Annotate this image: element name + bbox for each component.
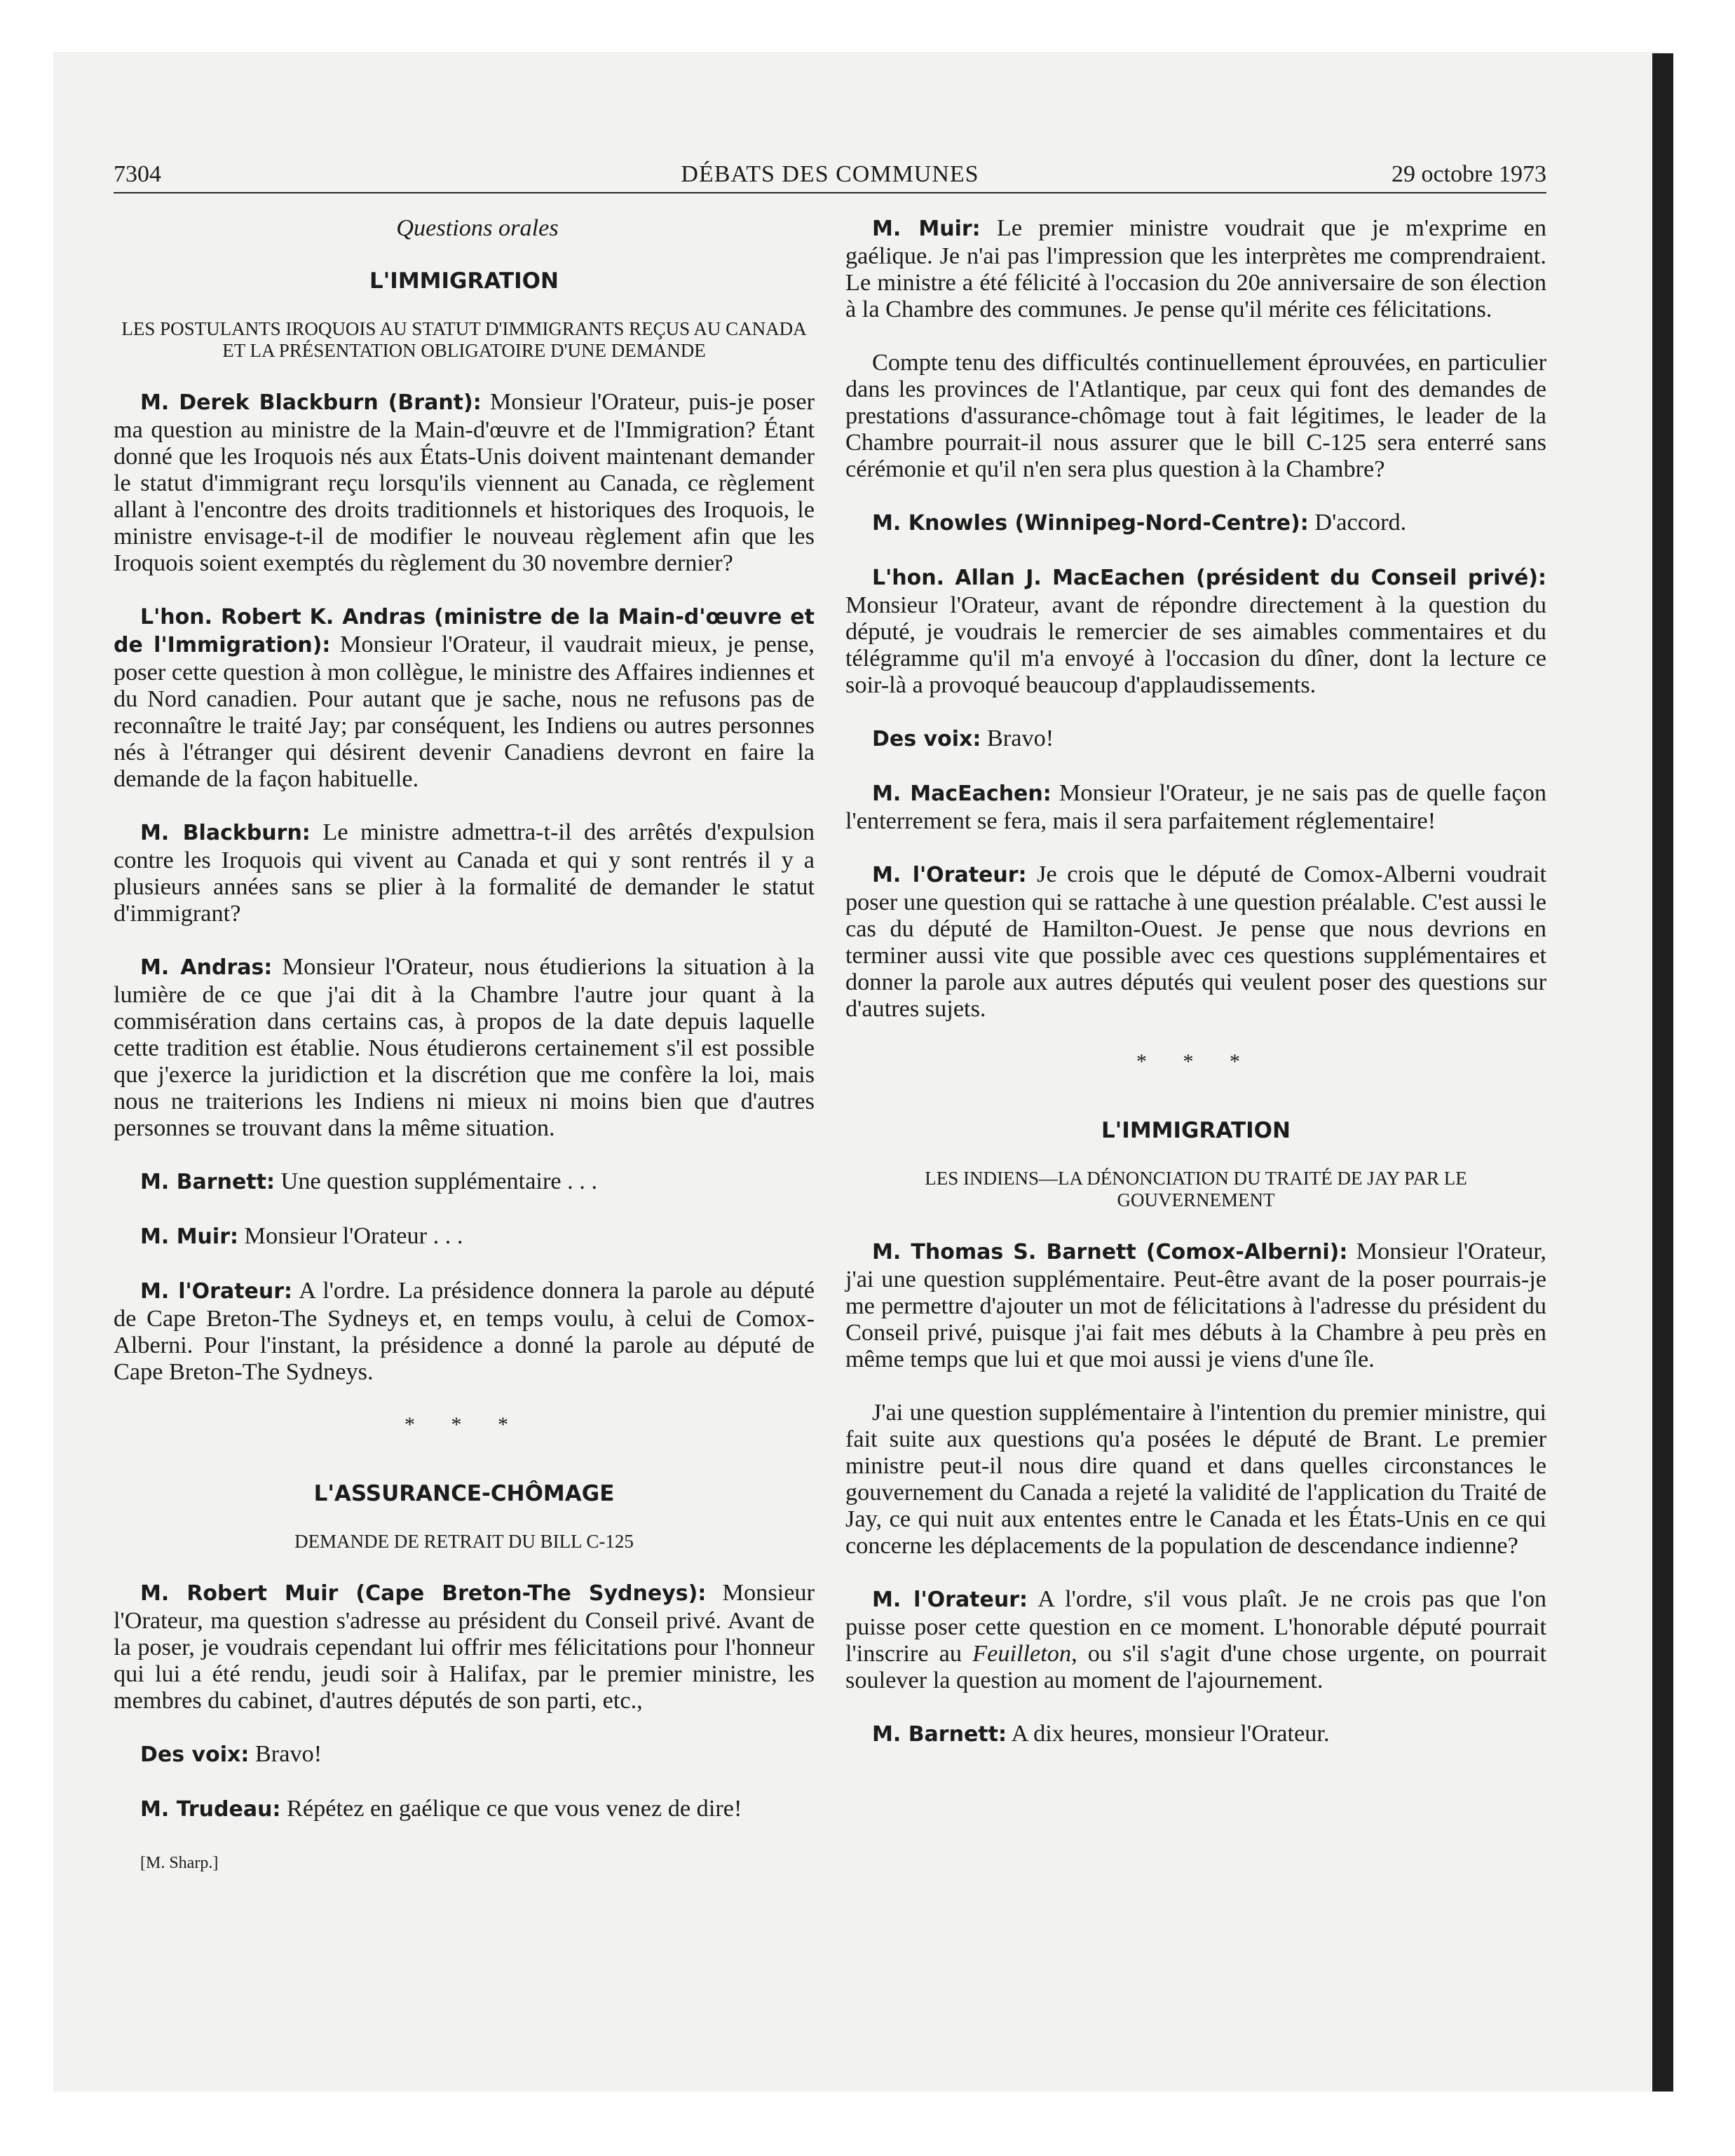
speaker-name: Des voix: xyxy=(140,1742,250,1767)
section-heading: L'IMMIGRATION xyxy=(1101,1118,1291,1143)
left-column xyxy=(114,214,815,1903)
speaker-name: L'hon. Allan J. MacEachen (président du Conseil privé): xyxy=(872,566,1546,590)
speaker-name: M. Blackburn: xyxy=(140,821,311,845)
speech-text: A l'ordre, s'il vous plaît. Je ne crois pas que l'on puisse poser cette question en ce moment. L'honorable député pourrait l'inscrire au xyxy=(845,1585,1547,1667)
speech-paragraph xyxy=(114,603,815,792)
section-subheading: LES POSTULANTS IROQUOIS AU STATUT D'IMMIGRANTS REÇUS AU CANADA ET LA PRÉSENTATION OBLIGATOIRE D'UNE DEMANDE xyxy=(121,318,807,361)
speech-paragraph xyxy=(845,509,1546,537)
speech-paragraph xyxy=(114,388,815,576)
speech-text: Une question supplémentaire . . . xyxy=(274,1168,598,1194)
speech-text: J'ai une question supplémentaire à l'intention du premier ministre, qui fait suite aux questions qu'a posées le député de Brant. Le premier ministre peut-il nous dire quand et dans quelles circonstances le gouvernement du Canada a rejeté la validité de l'application du Traité de Jay, ce qui nuit aux ententes entre le Canada et les États-Unis en ce qui concerne les déplacements de la population de descendance indienne? xyxy=(845,1399,1546,1559)
page-date: 29 octobre 1973 xyxy=(1392,161,1546,187)
speech-paragraph xyxy=(845,1720,1546,1748)
speaker-name: M. Robert Muir (Cape Breton-The Sydneys): xyxy=(140,1581,707,1606)
speaker-name: M. Knowles (Winnipeg-Nord-Centre): xyxy=(872,511,1309,535)
speech-paragraph xyxy=(845,1238,1546,1372)
right-column xyxy=(845,214,1546,1775)
speech-paragraph xyxy=(845,1585,1546,1693)
page-header xyxy=(114,160,1546,193)
speech-paragraph xyxy=(845,349,1546,482)
scan-edge-bar xyxy=(1652,53,1673,2092)
speech-paragraph xyxy=(114,1277,815,1385)
section-separator: * * * xyxy=(1136,1050,1256,1073)
speech-text: Je crois que le député de Comox-Alberni voudrait poser une question qui se rattache à une question préalable. C'est aussi le cas du député de Hamilton-Ouest. Je pense que nous devrions en terminer aussi vite que possible avec ces questions supplémentaires et donner la parole aux autres députés qui veulent poser des questions sur d'autres sujets. xyxy=(845,861,1547,1022)
speech-paragraph xyxy=(114,953,815,1141)
speech-text: Bravo! xyxy=(249,1740,322,1767)
speech-text: D'accord. xyxy=(1308,509,1407,535)
speech-paragraph xyxy=(845,779,1546,834)
speaker-name: M. l'Orateur: xyxy=(872,1588,1028,1612)
speaker-name: M. MacEachen: xyxy=(872,782,1052,806)
speech-paragraph xyxy=(114,1168,815,1196)
speech-paragraph xyxy=(114,1795,815,1823)
speech-text: Monsieur l'Orateur, j'ai une question supplémentaire. Peut-être avant de la poser pourrais-je me permettre d'ajouter un mot de félicitations à l'adresse du président du Conseil privé, puisque j'ai fait mes débuts à la Chambre à peu près en même temps que lui et que moi aussi je viens d'une île. xyxy=(845,1238,1546,1372)
speaker-name: M. Barnett: xyxy=(140,1170,275,1194)
speech-paragraph xyxy=(114,1579,815,1714)
margin-note: [M. Sharp.] xyxy=(140,1854,219,1872)
speech-paragraph xyxy=(114,1740,815,1768)
page-number: 7304 xyxy=(114,161,161,187)
speech-text: Le ministre admettra-t-il des arrêtés d'expulsion contre les Iroquois qui vivent au Canada et qui y sont rentrés il y a plusieurs années sans se plier à la formalité de demander le statut d'immigrant? xyxy=(114,819,815,927)
speaker-name: M. l'Orateur: xyxy=(140,1279,293,1304)
speech-text: Le premier ministre voudrait que je m'exprime en gaélique. Je n'ai pas l'impression que les interprètes me comprendraient. Le ministre a été félicité à l'occasion du 20e anniversaire de son élection à la Chambre des communes. Je pense qu'il mérite ces félicitations. xyxy=(845,214,1546,322)
speech-paragraph xyxy=(845,725,1546,753)
speech-paragraph xyxy=(845,861,1546,1022)
speech-text: Monsieur l'Orateur . . . xyxy=(238,1222,463,1249)
speaker-name: M. Barnett: xyxy=(872,1722,1007,1747)
section-subheading: DEMANDE DE RETRAIT DU BILL C-125 xyxy=(294,1531,634,1552)
speech-text: Monsieur l'Orateur, je ne sais pas de quelle façon l'enterrement se fera, mais il sera parfaitement réglementaire! xyxy=(845,779,1546,834)
speaker-name: Des voix: xyxy=(872,727,981,751)
speech-text: Compte tenu des difficultés continuellement éprouvées, en particulier dans les provinces de l'Atlantique, par ceux qui font des demandes de prestations d'assurance-chômage tout à fait légitimes, le leader de la Chambre pourrait-il nous assurer que le bill C-125 sera enterré sans cérémonie et qu'il n'en sera plus question à la Chambre? xyxy=(845,349,1546,482)
speech-text: Monsieur l'Orateur, il vaudrait mieux, je pense, poser cette question à mon collègue, le ministre des Affaires indiennes et du Nord canadien. Pour autant que je sache, nous ne refusons pas de reconnaître le traité Jay; par conséquent, les Indiens ou autres personnes nés à l'étranger qui désirent devenir Canadiens devront en faire la demande de la façon habituelle. xyxy=(114,631,815,792)
speech-text: Monsieur l'Orateur, puis-je poser ma question au ministre de la Main-d'œuvre et de l'Immigration? Étant donné que les Iroquois nés aux États-Unis doivent maintenant demander le statut d'immigrant reçu lorsqu'ils viennent au Canada, ce règlement allant à l'encontre des droits traditionnels et historiques des Iroquois, le ministre envisage-t-il de modifier le nouveau règlement afin que les Iroquois soient exemptés du règlement du 30 novembre dernier? xyxy=(114,388,815,576)
speaker-name: M. Derek Blackburn (Brant): xyxy=(140,390,482,415)
italic-term: Feuilleton xyxy=(972,1640,1072,1667)
speech-text: Bravo! xyxy=(981,725,1054,751)
speaker-name: M. Muir: xyxy=(872,217,981,241)
speech-text: Répétez en gaélique ce que vous venez de dire! xyxy=(280,1795,742,1822)
speech-text: Monsieur l'Orateur, nous étudierions la situation à la lumière de ce que j'ai dit à la Chambre l'autre jour quant à la commisération dans certains cas, à propos de la date depuis laquelle cette tradition est établie. Nous étudierons certainement s'il est possible que j'exerce la juridiction et la discrétion que me confère la loi, mais nous ne traiterions les Indiens ni mieux ni moins bien que d'autres personnes se trouvant dans la même situation. xyxy=(114,953,815,1141)
speaker-name: M. l'Orateur: xyxy=(872,863,1027,887)
speech-paragraph xyxy=(114,819,815,927)
speaker-name: M. Thomas S. Barnett (Comox-Alberni): xyxy=(872,1240,1348,1264)
section-heading: L'ASSURANCE-CHÔMAGE xyxy=(313,1481,615,1506)
section-separator: * * * xyxy=(404,1413,524,1436)
speech-text: , ou s'il s'agit d'une chose urgente, on pourrait soulever la question au moment de l'ajournement. xyxy=(845,1640,1546,1693)
speech-text: A l'ordre. La présidence donnera la parole au député de Cape Breton-The Sydneys et, en temps voulu, à celui de Comox-Alberni. Pour l'instant, la présidence a donné la parole au député de Cape Breton-The Sydneys. xyxy=(114,1277,815,1385)
speech-paragraph xyxy=(845,1399,1546,1559)
speaker-name: M. Muir: xyxy=(140,1224,238,1249)
section-rubric: Questions orales xyxy=(396,214,559,241)
speech-paragraph xyxy=(114,1222,815,1250)
publication-title: DÉBATS DES COMMUNES xyxy=(681,161,979,187)
speech-text: Monsieur l'Orateur, ma question s'adresse au président du Conseil privé. Avant de la poser, je voudrais cependant lui offrir mes félicitations pour l'honneur qui lui a été rendu, jeudi soir à Halifax, par le premier ministre, les membres du cabinet, d'autres députés de son parti, etc., xyxy=(114,1579,815,1714)
speaker-name: M. Trudeau: xyxy=(140,1797,281,1822)
section-subheading: LES INDIENS—LA DÉNONCIATION DU TRAITÉ DE JAY PAR LE GOUVERNEMENT xyxy=(925,1168,1467,1210)
speech-paragraph xyxy=(845,564,1546,698)
speaker-name: M. Andras: xyxy=(140,955,273,980)
speech-text: A dix heures, monsieur l'Orateur. xyxy=(1006,1720,1330,1747)
speech-text: Monsieur l'Orateur, avant de répondre directement à la question du député, je voudrais le remercier de ses aimables commentaires et du télégramme qu'il m'a envoyé à l'occasion du dîner, dont la lecture ce soir-là a provoqué beaucoup d'applaudissements. xyxy=(845,592,1546,698)
speaker-name: L'hon. Robert K. Andras (ministre de la Main-d'œuvre et de l'Immigration): xyxy=(114,605,815,657)
section-heading: L'IMMIGRATION xyxy=(369,268,559,294)
speech-paragraph xyxy=(845,214,1546,322)
